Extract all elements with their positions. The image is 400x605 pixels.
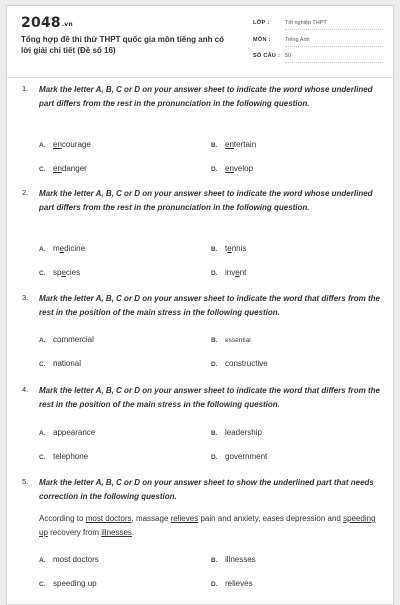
option-letter: B. xyxy=(211,557,218,564)
option-letter: D. xyxy=(211,454,218,461)
passage-underlined-c: speeding up xyxy=(39,514,376,537)
option-text-pre: inv xyxy=(225,268,236,277)
option-underlined: e xyxy=(227,244,232,253)
option-text: relieves xyxy=(225,579,253,588)
option-letter: C. xyxy=(39,166,46,173)
question-passage xyxy=(39,512,384,539)
question-stem: Mark the letter A, B, C or D on your answer sheet to indicate the word whose underlined part differs from the rest in the pronunciation in the following question. xyxy=(39,85,373,108)
page-header xyxy=(7,6,393,78)
option-text-pre: m xyxy=(53,244,60,253)
passage-underlined-b: relieves xyxy=(170,514,199,523)
question-number: 3. xyxy=(22,293,29,302)
option-b[interactable] xyxy=(211,428,262,437)
option-text-post: courage xyxy=(61,140,91,149)
option-text: commercial xyxy=(53,335,94,344)
option-letter: C. xyxy=(39,581,46,588)
option-text: illnesses xyxy=(225,555,256,564)
option-underlined: e xyxy=(61,268,66,277)
option-text-post: danger xyxy=(61,164,87,173)
option-a[interactable] xyxy=(39,428,95,437)
option-text: government xyxy=(225,452,268,461)
option-b[interactable] xyxy=(211,140,256,149)
option-text: leadership xyxy=(225,428,262,437)
option-text: appearance xyxy=(53,428,96,437)
option-text: essential xyxy=(225,337,251,344)
option-letter: D. xyxy=(211,166,218,173)
option-c[interactable] xyxy=(39,164,87,173)
question-number: 4. xyxy=(22,385,29,394)
option-text-post: tertain xyxy=(233,140,257,149)
option-c[interactable] xyxy=(39,359,81,368)
meta-class-value: Tốt nghiệp THPT xyxy=(285,20,383,30)
option-letter: B. xyxy=(211,337,218,344)
question-stem: Mark the letter A, B, C or D on your answer sheet to indicate the word that differs from the rest in the position of the main stress in the following question. xyxy=(39,386,380,409)
option-a[interactable] xyxy=(39,244,85,253)
option-d[interactable] xyxy=(211,268,246,277)
option-letter: C. xyxy=(39,454,46,461)
option-underlined: en xyxy=(225,140,234,149)
option-text: telephone xyxy=(53,452,89,461)
option-d[interactable] xyxy=(211,579,253,588)
option-a[interactable] xyxy=(39,555,99,564)
site-logo[interactable] xyxy=(21,15,73,31)
option-text-pre: sp xyxy=(53,268,62,277)
option-letter: A. xyxy=(39,142,46,149)
option-text: national xyxy=(53,359,82,368)
option-text: most doctors xyxy=(53,555,99,564)
option-underlined: e xyxy=(59,244,65,253)
passage-text: recovery from xyxy=(47,527,102,537)
question-stem: Mark the letter A, B, C or D on your answer sheet to indicate the word that differs from the rest in the position of the main stress in the following question. xyxy=(39,294,380,317)
exam-page xyxy=(6,5,394,605)
meta-subject-key: MÔN : xyxy=(253,37,271,43)
option-letter: D. xyxy=(211,361,218,368)
question-number: 5. xyxy=(22,477,29,486)
option-letter: A. xyxy=(39,337,46,344)
passage-underlined-d: illnesses xyxy=(101,527,132,537)
option-letter: C. xyxy=(39,361,46,368)
option-letter: B. xyxy=(211,430,218,437)
option-a[interactable] xyxy=(39,140,91,149)
question-stem: Mark the letter A, B, C or D on your answer sheet to indicate the word whose underlined part differs from the rest in the pronunciation in the following question. xyxy=(39,189,373,212)
option-letter: A. xyxy=(39,557,46,564)
logo-suffix: .vn xyxy=(61,21,73,28)
question-number: 1. xyxy=(22,84,29,93)
option-text-post: velop xyxy=(233,164,254,173)
option-b[interactable] xyxy=(211,555,256,564)
option-b[interactable] xyxy=(211,244,246,253)
meta-subject-value: Tiếng Anh xyxy=(285,37,383,47)
option-text-post: dicine xyxy=(64,244,86,253)
meta-class-key: LỚP : xyxy=(253,20,270,26)
option-letter: A. xyxy=(39,430,46,437)
option-d[interactable] xyxy=(211,359,268,368)
passage-text: . xyxy=(131,527,135,537)
option-c[interactable] xyxy=(39,579,97,588)
option-c[interactable] xyxy=(39,452,88,461)
option-underlined: en xyxy=(53,140,62,149)
option-text: constructive xyxy=(225,359,268,368)
option-b[interactable] xyxy=(211,335,251,344)
option-letter: B. xyxy=(211,246,218,253)
option-letter: C. xyxy=(39,270,46,277)
option-letter: B. xyxy=(211,142,218,149)
question-number: 2. xyxy=(22,188,29,197)
option-c[interactable] xyxy=(39,268,80,277)
option-d[interactable] xyxy=(211,164,253,173)
option-text-post: nnis xyxy=(231,244,247,253)
meta-count-key: SỐ CÂU : xyxy=(253,53,281,59)
option-text: speeding up xyxy=(53,579,97,588)
option-underlined: e xyxy=(235,268,240,277)
meta-count-value: 50 xyxy=(285,53,383,63)
passage-text: According to xyxy=(39,514,86,523)
logo-text: 2048 xyxy=(21,15,61,31)
passage-underlined-a: most doctors xyxy=(85,514,132,523)
option-text-pre: t xyxy=(225,244,228,253)
option-a[interactable] xyxy=(39,335,94,344)
option-letter: A. xyxy=(39,246,46,253)
passage-text: , massage xyxy=(131,514,171,523)
document-title: Tổng hợp đề thi thử THPT quốc gia môn tiếng anh có lời giải chi tiết (Đề số 16) xyxy=(21,35,225,55)
question-stem: Mark the letter A, B, C or D on your answer sheet to show the underlined part that needs correction in the following question. xyxy=(39,478,374,501)
option-underlined: en xyxy=(53,164,62,173)
option-text-post: nt xyxy=(239,268,247,277)
option-underlined: en xyxy=(225,164,234,173)
option-letter: D. xyxy=(211,270,218,277)
option-text-post: cies xyxy=(65,268,81,277)
option-letter: D. xyxy=(211,581,218,588)
passage-text: pain and anxiety, eases depression and xyxy=(198,514,344,523)
option-d[interactable] xyxy=(211,452,267,461)
